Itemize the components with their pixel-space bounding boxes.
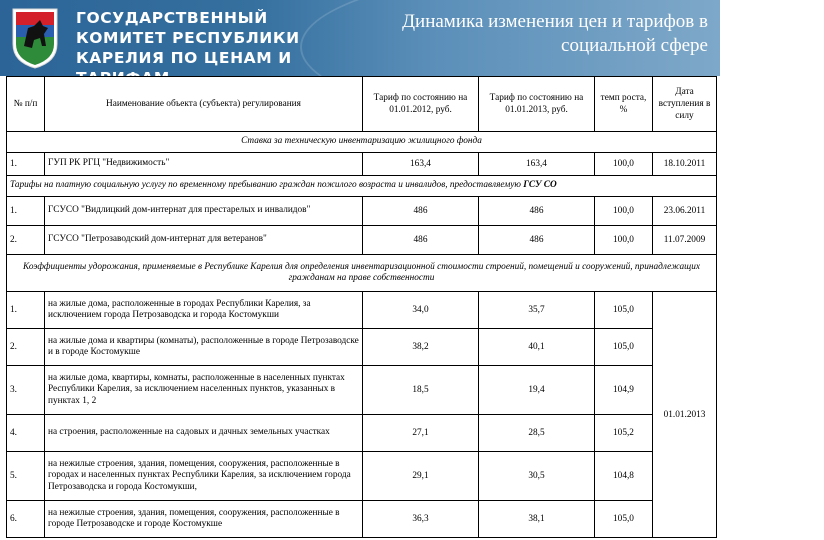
row-tariff-2012: 27,1 <box>363 415 479 452</box>
section-title: Коэффициенты удорожания, применяемые в Республике Карелия для определения инвентаризационной стоимости строений, помещений и сооружений, принадлежащих гражданам на праве собственности <box>7 255 717 292</box>
section-header-row <box>7 132 717 153</box>
section-title-text: Тарифы на платную социальную услугу по временному пребыванию граждан пожилого возраста и инвалидов, предоставляемую <box>10 180 524 191</box>
row-name: на нежилые строения, здания, помещения, сооружения, расположенные в городах и населенных пунктах Республики Карелия, за исключением города Петрозаводска и города Костомукши, <box>45 452 363 501</box>
column-header-number: № п/п <box>7 77 45 132</box>
column-header-growth: темп роста, % <box>595 77 653 132</box>
table-row <box>7 153 717 176</box>
column-header-name: Наименование объекта (субъекта) регулирования <box>45 77 363 132</box>
column-header-tariff-2012: Тариф по состоянию на 01.01.2012, руб. <box>363 77 479 132</box>
row-tariff-2013: 38,1 <box>479 501 595 538</box>
row-tariff-2013: 30,5 <box>479 452 595 501</box>
row-tariff-2012: 29,1 <box>363 452 479 501</box>
row-growth: 105,0 <box>595 329 653 366</box>
row-growth: 105,0 <box>595 292 653 329</box>
row-date: 23.06.2011 <box>653 197 717 226</box>
row-growth: 105,2 <box>595 415 653 452</box>
row-tariff-2012: 18,5 <box>363 366 479 415</box>
row-number: 6. <box>7 501 45 538</box>
row-name: на жилые дома, расположенные в городах Республики Карелия, за исключением города Петрозаводска и города Костомукши <box>45 292 363 329</box>
column-header-effective-date: Дата вступления в силу <box>653 77 717 132</box>
row-name: на строения, расположенные на садовых и дачных земельных участках <box>45 415 363 452</box>
row-name: ГУП РК РГЦ "Недвижимость" <box>45 153 363 176</box>
row-tariff-2013: 40,1 <box>479 329 595 366</box>
row-growth: 104,9 <box>595 366 653 415</box>
section-title <box>7 176 717 197</box>
organization-name: ГОСУДАРСТВЕННЫЙ КОМИТЕТ РЕСПУБЛИКИ КАРЕЛИЯ ПО ЦЕНАМ И ТАРИФАМ <box>76 9 300 87</box>
table-row <box>7 501 717 538</box>
row-tariff-2012: 36,3 <box>363 501 479 538</box>
row-tariff-2013: 486 <box>479 197 595 226</box>
table-row <box>7 452 717 501</box>
row-growth: 100,0 <box>595 153 653 176</box>
row-tariff-2012: 38,2 <box>363 329 479 366</box>
column-header-tariff-2013: Тариф по состоянию на 01.01.2013, руб. <box>479 77 595 132</box>
row-tariff-2013: 163,4 <box>479 153 595 176</box>
row-tariff-2012: 163,4 <box>363 153 479 176</box>
row-name: ГСУСО "Видлицкий дом-интернат для престарелых и инвалидов" <box>45 197 363 226</box>
table-row <box>7 226 717 255</box>
slide-title: Динамика изменения цен и тарифов в социальной сфере <box>402 11 708 56</box>
section-title-abbr: ГСУ СО <box>523 180 557 191</box>
section-header-row <box>7 176 717 197</box>
row-name: на жилые дома и квартиры (комнаты), расположенные в городе Петрозаводске и в городе Костомукше <box>45 329 363 366</box>
table-row <box>7 366 717 415</box>
table-row <box>7 415 717 452</box>
row-tariff-2013: 28,5 <box>479 415 595 452</box>
tariffs-table <box>6 76 717 538</box>
table-row <box>7 197 717 226</box>
row-growth: 105,0 <box>595 501 653 538</box>
row-number: 2. <box>7 329 45 366</box>
row-number: 4. <box>7 415 45 452</box>
row-number: 5. <box>7 452 45 501</box>
row-name: на жилые дома, квартиры, комнаты, расположенные в населенных пунктах Республики Карелия, за исключением населенных пунктов, указанных в пунктах 1, 2 <box>45 366 363 415</box>
table-row <box>7 292 717 329</box>
row-date: 18.10.2011 <box>653 153 717 176</box>
row-number: 2. <box>7 226 45 255</box>
karelia-emblem-icon <box>10 6 60 70</box>
section-title: Ставка за техническую инвентаризацию жилищного фонда <box>7 132 717 153</box>
row-number: 1. <box>7 292 45 329</box>
row-number: 3. <box>7 366 45 415</box>
row-number: 1. <box>7 153 45 176</box>
row-growth: 100,0 <box>595 226 653 255</box>
row-date: 11.07.2009 <box>653 226 717 255</box>
section-header-row <box>7 255 717 292</box>
row-tariff-2012: 34,0 <box>363 292 479 329</box>
merged-date-cell: 01.01.2013 <box>653 292 717 538</box>
table-header-row <box>7 77 717 132</box>
row-number: 1. <box>7 197 45 226</box>
row-name: на нежилые строения, здания, помещения, сооружения, расположенные в городе Петрозаводске и городе Костомукше <box>45 501 363 538</box>
row-tariff-2013: 486 <box>479 226 595 255</box>
row-growth: 104,8 <box>595 452 653 501</box>
row-growth: 100,0 <box>595 197 653 226</box>
row-tariff-2013: 19,4 <box>479 366 595 415</box>
row-name: ГСУСО "Петрозаводский дом-интернат для ветеранов" <box>45 226 363 255</box>
table-row <box>7 329 717 366</box>
header-banner <box>0 0 720 87</box>
row-tariff-2012: 486 <box>363 197 479 226</box>
row-tariff-2013: 35,7 <box>479 292 595 329</box>
row-tariff-2012: 486 <box>363 226 479 255</box>
